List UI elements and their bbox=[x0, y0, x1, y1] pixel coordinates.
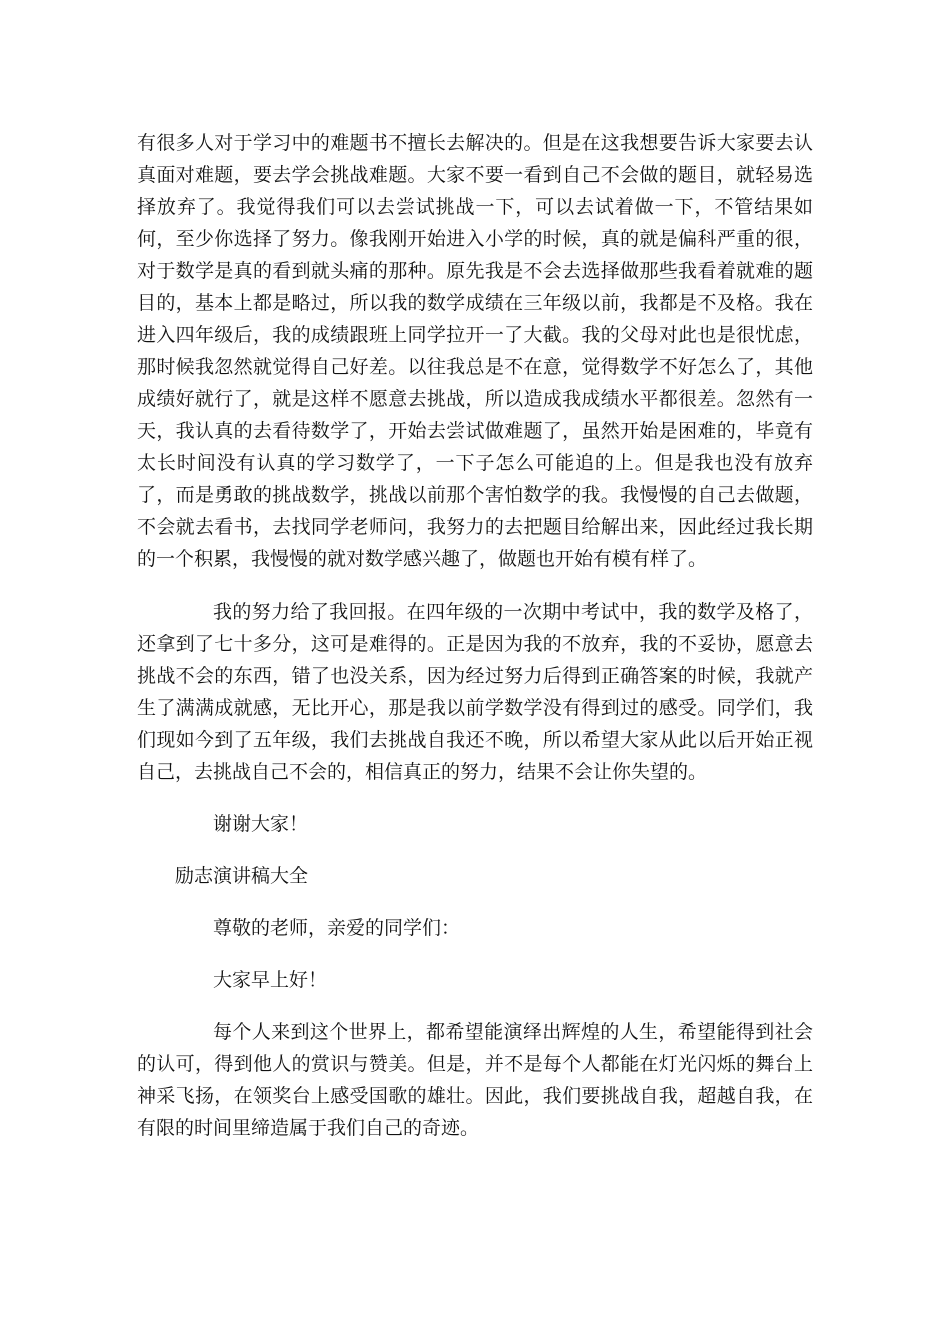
paragraph-challenge-self: 每个人来到这个世界上，都希望能演绎出辉煌的人生，希望能得到社会的认可，得到他人的赏识与赞美。但是，并不是每个人都能在灯光闪烁的舞台上神采飞扬，在领奖台上感受国歌的雄壮。因此，我们要挑战自我，超越自我，在有限的时间里缔造属于我们自己的奇迹。 bbox=[137, 1021, 813, 1139]
salutation-line: 尊敬的老师，亲爱的同学们： bbox=[213, 917, 461, 939]
section-heading: 励志演讲稿大全 bbox=[175, 865, 309, 887]
paragraph-math-struggle: 有很多人对于学习中的难题书不擅长去解决的。但是在这我想要告诉大家要去认真面对难题，要去学会挑战难题。大家不要一看到自己不会做的题目，就轻易选择放弃了。我觉得我们可以去尝试挑战一下，可以去试着做一下，不管结果如何，至少你选择了努力。像我刚开始进入小学的时候，真的就是偏科严重的很，对于数学是真的看到就头痛的那种。原先我是不会去选择做那些我看着就难的题目的，基本上都是略过，所以我的数学成绩在三年级以前，我都是不及格。我在进入四年级后，我的成绩跟班上同学拉开一了大截。我的父母对此也是很忧虑，那时候我忽然就觉得自己好差。以往我总是不在意，觉得数学不好怎么了，其他成绩好就行了，就是这样不愿意去挑战，所以造成我成绩水平都很差。忽然有一天，我认真的去看待数学了，开始去尝试做难题了，虽然开始是困难的，毕竟有太长时间没有认真的学习数学了，一下子怎么可能追的上。但是我也没有放弃了，而是勇敢的挑战数学，挑战以前那个害怕数学的我。我慢慢的自己去做题，不会就去看书，去找同学老师问，我努力的去把题目给解出来，因此经过我长期的一个积累，我慢慢的就对数学感兴趣了，做题也开始有模有样了。 bbox=[137, 132, 813, 570]
paragraph-reward: 我的努力给了我回报。在四年级的一次期中考试中，我的数学及格了，还拿到了七十多分，这可是难得的。正是因为我的不放弃，我的不妥协，愿意去挑战不会的东西，错了也没关系，因为经过努力后得到正确答案的时候，我就产生了满满成就感，无比开心，那是我以前学数学没有得到过的感受。同学们，我们现如今到了五年级，我们去挑战自我还不晚，所以希望大家从此以后开始正视自己，去挑战自己不会的，相信真正的努力，结果不会让你失望的。 bbox=[137, 601, 813, 783]
thanks-line: 谢谢大家！ bbox=[213, 813, 309, 835]
greeting-line: 大家早上好！ bbox=[213, 969, 328, 991]
document-body bbox=[137, 127, 813, 1144]
